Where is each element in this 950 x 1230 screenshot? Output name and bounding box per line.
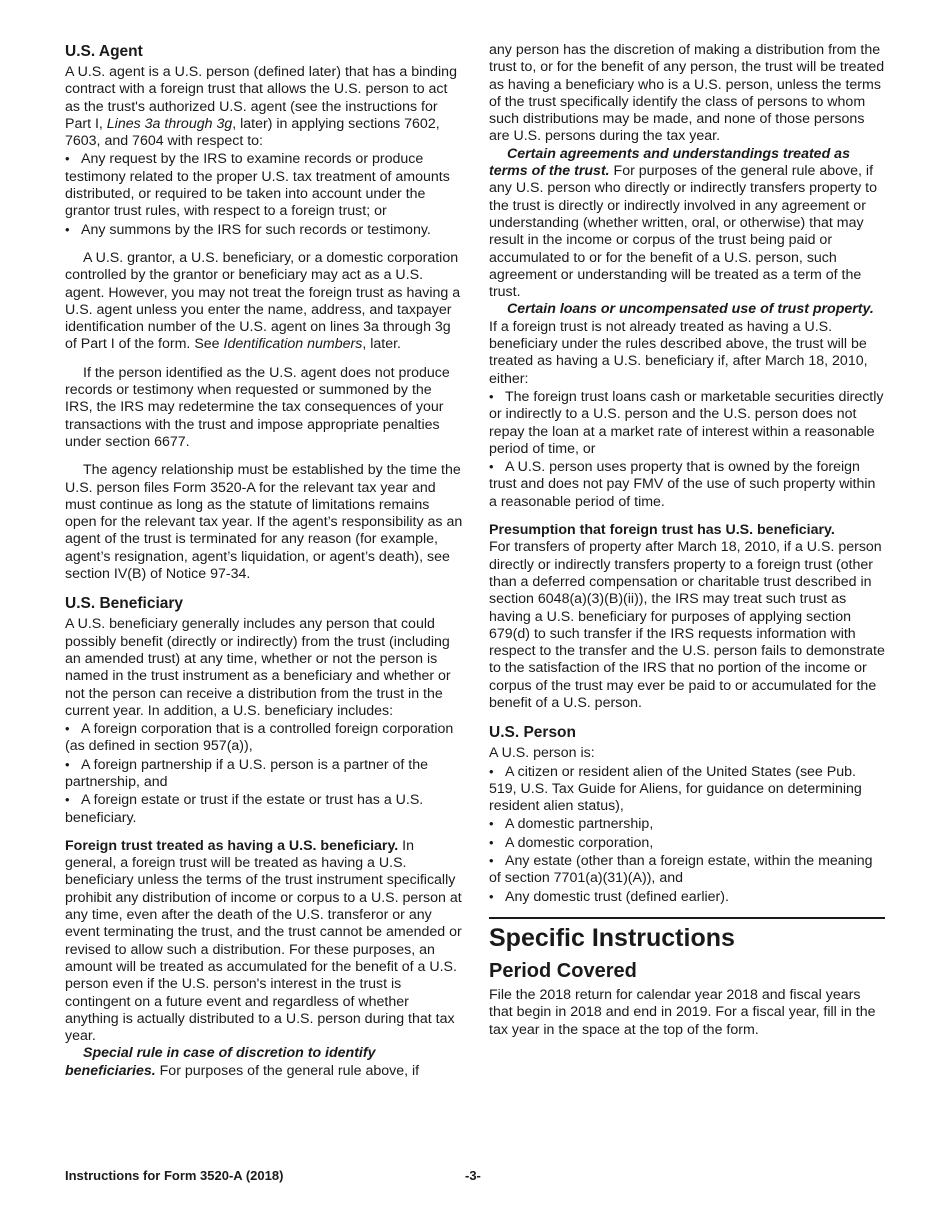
loans-bullet: • A U.S. person uses property that is owned by the foreign trust and does not pay FMV of the use of such property within a reasonable period of time. xyxy=(489,458,885,511)
us-person-intro: A U.S. person is: xyxy=(489,745,595,762)
loans-paragraph: Certain loans or uncompensated use of trust property. If a foreign trust is not already treated as having a U.S. beneficiary under the rules described above, the trust will be treated as having a U.S. beneficiary if, after March 18, 2010, either: xyxy=(489,301,874,387)
us-agent-paragraph: A U.S. agent is a U.S. person (defined later) that has a binding contract with a foreign trust that allows the U.S. person to act as the trust's authorized U.S. agent (see the instructions for Part I, Lines 3a through 3g, later) in applying sections 7602, 7603, and 7604 with respect to: xyxy=(65,64,457,150)
us-person-bullet: • A citizen or resident alien of the United States (see Pub. 519, U.S. Tax Guide for Aliens, for guidance on determining resident alien status), xyxy=(489,763,885,816)
presumption-paragraph: For transfers of property after March 18, 2010, if a U.S. person directly or indirectly transfers property to a foreign trust (other than a deferred compensation or charitable trust described in section 6048(a)(3)(B)(ii)), the IRS may treat such trust as having a U.S. beneficiary for purposes of applying section 679(d) to such transfer if the IRS requests information with respect to the transfer and the U.S. person fails to demonstrate to the satisfaction of the IRS that no portion of the income or corpus of the trust may ever be paid to or accumulated for the benefit of a U.S. person. xyxy=(489,539,885,711)
us-agent-bullet: • Any summons by the IRS for such records or testimony. xyxy=(65,221,463,239)
us-beneficiary-paragraph: A U.S. beneficiary generally includes any person that could possibly benefit (directly or indirectly) from the trust (including an amended trust) at any time, whether or not the person is named in the trust instrument as a beneficiary and whether or not the person can receive a distribution from the trust in the current year. In addition, a U.S. beneficiary includes: xyxy=(65,616,451,719)
left-column xyxy=(65,42,463,1080)
us-person-bullet: • Any domestic trust (defined earlier). xyxy=(489,888,885,906)
page-number: -3- xyxy=(465,1168,481,1183)
continued-paragraph: any person has the discretion of making a distribution from the trust to, or for the benefit of any person, the trust will be treated as having a beneficiary who is a U.S. person, unless the terms of the trust specifically identify the class of persons to whom such distributions may be made, and none of those persons are U.S. persons during the tax year. xyxy=(489,42,885,145)
special-rule-paragraph: Special rule in case of discretion to identify beneficiaries. For purposes of the general rule above, if xyxy=(65,1045,420,1079)
period-covered-paragraph: File the 2018 return for calendar year 2018 and fiscal years that begin in 2018 and end in 2019. For a fiscal year, fill in the tax year in the space at the top of the form. xyxy=(489,986,876,1038)
us-person-bullet: • Any estate (other than a foreign estate, within the meaning of section 7701(a)(31)(A)), and xyxy=(489,852,885,888)
us-person-heading: U.S. Person xyxy=(489,724,576,742)
us-beneficiary-heading: U.S. Beneficiary xyxy=(65,595,184,613)
us-agent-paragraph: The agency relationship must be established by the time the U.S. person files Form 3520-A for the relevant tax year and must continue as long as the statute of limitations remains open for the relevant tax year. If the agent’s responsibility as an agent of the trust is terminated for any reason (for example, agent’s resignation, agent’s liquidation, or agent’s death), see section IV(B) of Notice 97-34. xyxy=(65,462,463,583)
us-beneficiary-bullet: • A foreign estate or trust if the estate or trust has a U.S. beneficiary. xyxy=(65,791,463,827)
us-beneficiary-bullet: • A foreign corporation that is a controlled foreign corporation (as defined in section 957(a)), xyxy=(65,720,463,756)
us-agent-heading: U.S. Agent xyxy=(65,43,143,60)
us-agent-paragraph: A U.S. grantor, a U.S. beneficiary, or a domestic corporation controlled by the grantor or beneficiary may act as a U.S. agent. However, you may not treat the foreign trust as having a U.S. agent unless you enter the name, address, and taxpayer identification number of the U.S. agent on lines 3a through 3g of Part I of the form. See Identification numbers, later. xyxy=(65,249,461,353)
presumption-heading: Presumption that foreign trust has U.S. beneficiary. xyxy=(489,522,835,539)
section-divider xyxy=(489,917,885,919)
right-column xyxy=(489,42,885,1039)
us-person-bullet: • A domestic corporation, xyxy=(489,834,885,852)
foreign-trust-paragraph: Foreign trust treated as having a U.S. beneficiary. In general, a foreign trust will be treated as having a U.S. beneficiary unless the terms of the trust instrument specifically prohibit any distribution of income or corpus to a U.S. person at any time, even after the death of the U.S. transferor or any event terminating the trust, and the trust cannot be amended or revised to allow such a distribution. For these purposes, an amount will be treated as accumulated for the benefit of a U.S. person even if the U.S. person's interest in the trust is contingent on a future event and regardless of whether anything is actually distributed to a U.S. person during that tax year. xyxy=(65,837,462,1045)
page-footer xyxy=(65,1168,885,1183)
us-agent-paragraph: If the person identified as the U.S. agent does not produce records or testimony when requested or summoned by the IRS, the IRS may redetermine the tax consequences of your transactions with the trust and impose appropriate penalties under section 6677. xyxy=(65,364,450,450)
period-covered-heading: Period Covered xyxy=(489,959,637,982)
us-person-bullet: • A domestic partnership, xyxy=(489,815,885,833)
agreements-paragraph: Certain agreements and understandings treated as terms of the trust. For purposes of the general rule above, if any U.S. person who directly or indirectly transfers property to the trust is directly or indirectly involved in any agreement or understanding (whether written, oral, or otherwise) that may result in the income or corpus of the trust being paid or accumulated to or for the benefit of a U.S. person, such agreement or understanding will be treated as a term of the trust. xyxy=(489,145,877,301)
us-beneficiary-bullet: • A foreign partnership if a U.S. person is a partner of the partnership, and xyxy=(65,756,463,792)
footer-form-title: Instructions for Form 3520-A (2018) xyxy=(65,1168,284,1183)
us-agent-bullet: • Any request by the IRS to examine records or produce testimony related to the proper U.S. tax treatment of amounts distributed, or required to be taken into account under the grantor trust rules, with respect to a foreign trust; or xyxy=(65,150,463,220)
specific-instructions-title: Specific Instructions xyxy=(489,923,735,952)
loans-bullet: • The foreign trust loans cash or marketable securities directly or indirectly to a U.S. person and the U.S. person does not repay the loan at a market rate of interest within a reasonable period of time, or xyxy=(489,388,885,458)
